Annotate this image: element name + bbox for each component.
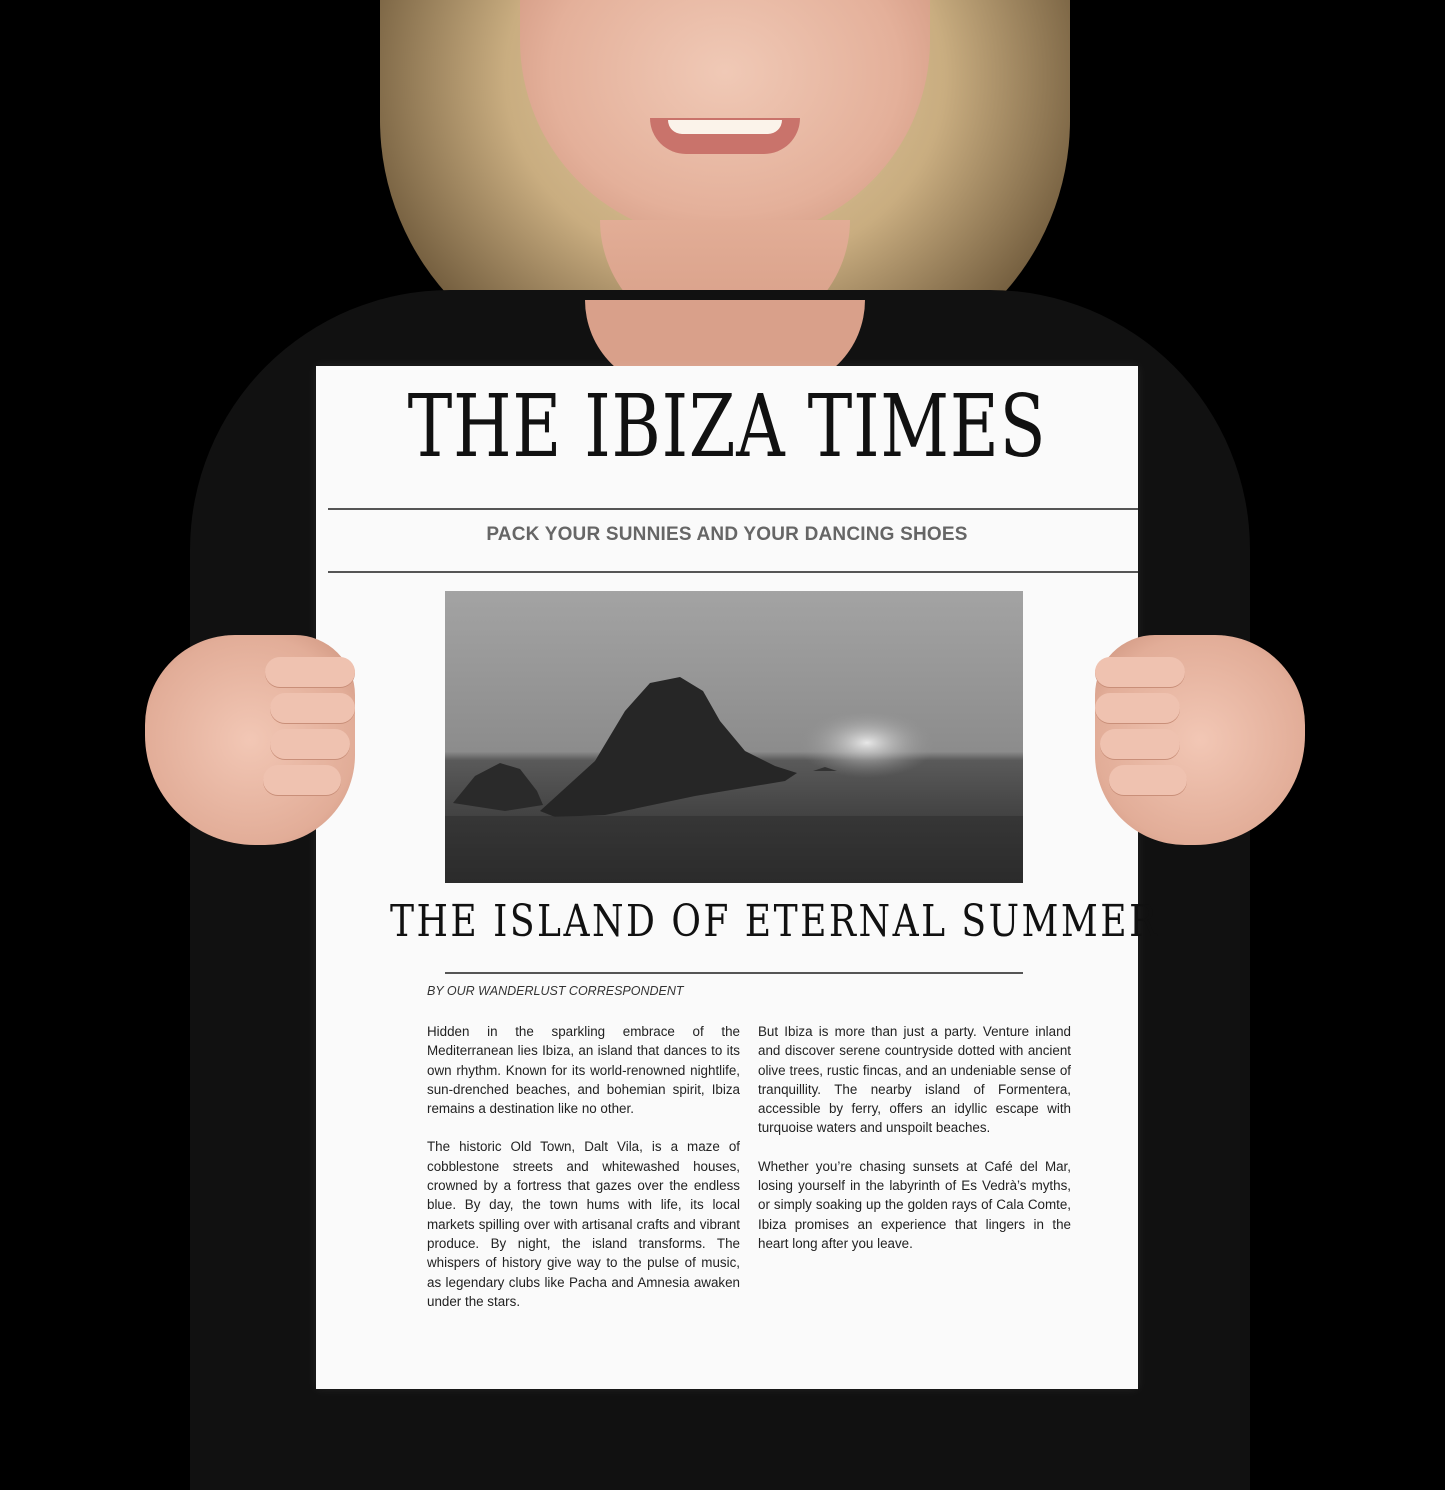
byline: BY OUR WANDERLUST CORRESPONDENT	[427, 984, 684, 998]
finger	[1109, 765, 1187, 795]
finger	[1095, 657, 1185, 687]
article-paragraph: The historic Old Town, Dalt Vila, is a maze of cobblestone streets and whitewashed houses, crowned by a fortress that gazes over the endless blue. By day, the town hums with life, its local markets spilling over with artisanal crafts and vibrant produce. By night, the island transforms. The whispers of history give way to the pulse of music, as legendary clubs like Pacha and Amnesia awaken under the stars.	[427, 1139, 740, 1309]
headline: THE ISLAND OF ETERNAL SUMMER	[389, 896, 1159, 947]
island-silhouette	[445, 591, 1023, 883]
article-paragraph: But Ibiza is more than just a party. Venture inland and discover serene countryside dotted with ancient olive trees, rustic fincas, and an undeniable sense of tranquillity. The nearby island of Formentera, accessible by ferry, offers an idyllic escape with turquoise waters and unspoilt beaches.	[758, 1024, 1071, 1136]
masthead: THE IBIZA TIMES	[407, 377, 1047, 477]
article-column-left	[427, 1022, 740, 1330]
finger	[270, 729, 350, 759]
left-hand	[145, 635, 355, 845]
article-column-right	[758, 1022, 1071, 1272]
article-paragraph: Hidden in the sparkling embrace of the Mediterranean lies Ibiza, an island that dances to its own rhythm. Known for its world-renowned nightlife, sun-drenched beaches, and bohemian spirit, Ibiza remains a destination like no other.	[427, 1024, 740, 1117]
masthead-rule	[328, 508, 1138, 510]
finger	[1095, 693, 1180, 723]
headline-rule	[445, 972, 1023, 974]
finger	[265, 657, 355, 687]
right-hand	[1095, 635, 1305, 845]
finger	[1100, 729, 1180, 759]
article-paragraph: Whether you’re chasing sunsets at Café del Mar, losing yourself in the labyrinth of Es Vedrà’s myths, or simply soaking up the golden rays of Cala Comte, Ibiza promises an experience that lingers in the heart long after you leave.	[758, 1158, 1071, 1251]
finger	[263, 765, 341, 795]
finger	[270, 693, 355, 723]
tagline: PACK YOUR SUNNIES AND YOUR DANCING SHOES	[486, 524, 968, 545]
tagline-rule	[328, 571, 1138, 573]
es-vedra-photo	[445, 591, 1023, 883]
newspaper-poster	[316, 366, 1159, 1389]
model-teeth	[668, 120, 782, 134]
